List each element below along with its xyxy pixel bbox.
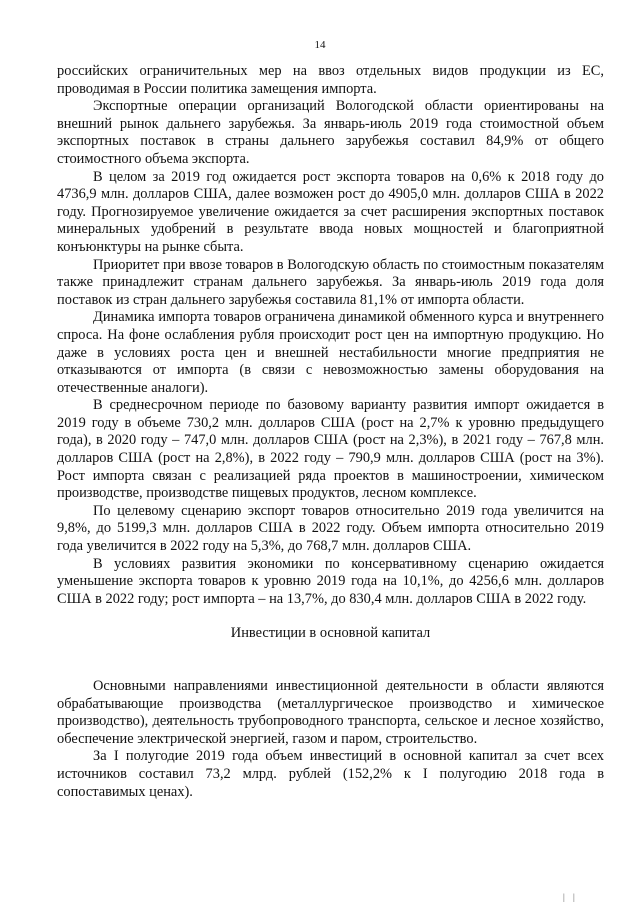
paragraph-target-scenario: По целевому сценарию экспорт товаров относительно 2019 года увеличится на 9,8%, до 5199,3 млн. долларов США в 2022 году. Объем импорта относительно 2019 года увеличится в 2022 году на 5,3%, до 768,7 млн. долларов США.	[57, 502, 604, 555]
paragraph-conservative-scenario: В условиях развития экономики по консервативному сценарию ожидается уменьшение экспорта товаров к уровню 2019 года на 10,1%, до 4256,6 млн. долларов США в 2022 году; рост импорта – на 13,7%, до 830,4 млн. долларов США в 2022 году.	[57, 555, 604, 607]
paragraph-continuation: российских ограничительных мер на ввоз отдельных видов продукции из ЕС, проводимая в России политика замещения импорта.	[57, 63, 604, 97]
page-content	[57, 63, 604, 801]
section-heading: Инвестиции в основной капитал	[230, 625, 431, 642]
paragraph-export-forecast: В целом за 2019 год ожидается рост экспорта товаров на 0,6% к 2018 году до 4736,9 млн. долларов США, далее возможен рост до 4905,0 млн. долларов США в 2022 году. Прогнозируемое увеличение ожидается за счет расширения экспортных поставок минеральных удобрений в результате ввода новых мощностей и благоприятной конъюнктуры на рынке сбыта.	[57, 168, 604, 255]
paragraph-import-dynamics: Динамика импорта товаров ограничена динамикой обменного курса и внутреннего спроса. На фоне ослабления рубля происходит рост цен на импортную продукцию. Но даже в условиях роста цен и внешней нестабильности многие предприятия не отказываются от импорта (в связи с невозможностью замены оборудования на отечественные аналоги).	[57, 309, 604, 396]
paragraph-import-midterm: В среднесрочном периоде по базовому варианту развития импорт ожидается в 2019 году в объеме 730,2 млн. долларов США (рост на 2,7% к уровню предыдущего года), в 2020 году – 747,0 млн. долларов США (рост на 2,3%), в 2021 году – 767,8 млн. долларов США (рост на 2,8%), в 2022 году – 790,9 млн. долларов США (рост на 3%). Рост импорта связан с реализацией ряда проектов в машиностроении, химическом производстве, производстве пищевых продуктов, лесном комплексе.	[57, 397, 604, 502]
paragraph-import-priority: Приоритет при ввозе товаров в Вологодскую область по стоимостным показателям также принадлежит странам дальнего зарубежья. За январь-июль 2019 года доля поставок из стран дальнего зарубежья составила 81,1% от импорта области.	[57, 256, 604, 308]
page-number: 14	[314, 39, 326, 51]
scan-artifact-mark: | |	[563, 892, 578, 902]
paragraph-export-orientation: Экспортные операции организаций Вологодской области ориентированы на внешний рынок дальнего зарубежья. За январь-июль 2019 года стоимостной объем экспортных поставок в страны дальнего зарубежья составил 84,9% от общего стоимостного объема экспорта.	[57, 98, 604, 167]
paragraph-investment-volume: За I полугодие 2019 года объем инвестиций в основной капитал за счет всех источников составил 73,2 млрд. рублей (152,2% к I полугодию 2018 года в сопоставимых ценах).	[57, 748, 604, 800]
paragraph-investment-directions: Основными направлениями инвестиционной деятельности в области являются обрабатывающие производства (металлургическое производство и химическое производство), деятельность трубопроводного транспорта, сельское и лесное хозяйство, обеспечение электрической энергией, газом и паром, строительство.	[57, 678, 604, 747]
